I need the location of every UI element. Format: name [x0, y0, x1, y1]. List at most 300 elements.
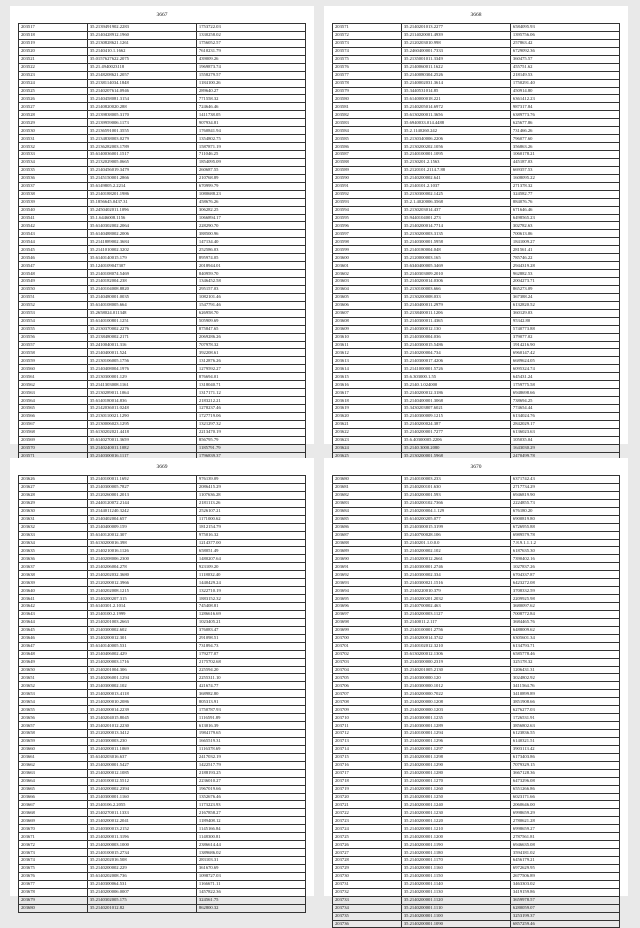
amount-cell: 368982.80	[196, 690, 305, 698]
table-row	[19, 325, 306, 333]
code-cell: 35.2140200001.1120	[401, 896, 510, 904]
code-cell: 35.2140300001.2746	[401, 563, 510, 571]
amount-cell: 3684465.76	[510, 618, 619, 626]
table-row	[19, 357, 306, 365]
code-cell: 35.2140408004.1976	[87, 365, 196, 373]
table-row	[19, 285, 306, 293]
page-number: 3668	[470, 12, 482, 18]
table-row	[333, 206, 620, 214]
code-cell: 35.2140300001.1289	[401, 722, 510, 730]
amount-cell: 862800.32	[196, 904, 305, 912]
code-cell: 35.2140303009.2010	[401, 270, 510, 278]
row-id-cell: 203726	[333, 841, 402, 849]
code-cell: 35.2410040011.316	[87, 341, 196, 349]
code-cell: 35.2140200014.0306	[401, 278, 510, 286]
code-cell: 35.2120200012.3966	[87, 579, 196, 587]
code-cell: 35.2140201012.82	[87, 904, 196, 912]
amount-cell: 218149.53	[510, 71, 619, 79]
code-cell: 35.2140300015.5486	[401, 341, 510, 349]
table-row	[19, 309, 306, 317]
amount-cell: 669357.53	[510, 166, 619, 174]
table-row	[333, 198, 620, 206]
amount-cell: 6276277.03	[510, 706, 619, 714]
table-row	[333, 254, 620, 262]
code-cell: 35.2140402004.657	[87, 515, 196, 523]
amount-cell: 1330258.02	[196, 31, 305, 39]
row-id-cell: 203655	[19, 706, 88, 714]
amount-cell: 6946819.90	[510, 491, 619, 499]
table-row	[19, 412, 306, 420]
table-row	[19, 143, 306, 151]
row-id-cell: 203614	[333, 365, 402, 373]
code-cell: 35.2140300002.602	[87, 626, 196, 634]
table-row	[19, 381, 306, 389]
code-cell: 35.2138114034.1848	[87, 79, 196, 87]
table-row	[333, 666, 620, 674]
amount-cell: 907934.81	[196, 119, 305, 127]
table-row	[19, 246, 306, 254]
code-cell: 35.2140428912.1960	[87, 31, 196, 39]
amount-cell: 3410899.89	[510, 690, 619, 698]
row-id-cell: 203532	[19, 143, 88, 151]
code-cell: 35.6140203016.637	[87, 753, 196, 761]
row-id-cell: 203543	[19, 230, 88, 238]
amount-cell: 3851908.66	[510, 698, 619, 706]
code-cell: 35.2140200011.3196	[87, 833, 196, 841]
row-id-cell: 203711	[333, 722, 402, 730]
amount-cell: 6140321.51	[510, 737, 619, 745]
amount-cell: 1322710.19	[196, 587, 305, 595]
table-row	[19, 238, 306, 246]
code-cell: 35.2140700002.463	[401, 603, 510, 611]
amount-cell: 6948698.66	[510, 389, 619, 397]
amount-cell: 3708332.59	[510, 587, 619, 595]
row-id-cell: 203529	[19, 119, 88, 127]
row-id-cell: 203667	[19, 801, 88, 809]
amount-cell: 2060646.00	[510, 801, 619, 809]
code-cell: 35.2140200000.1203	[401, 706, 510, 714]
amount-cell: 360129.03	[510, 309, 619, 317]
row-id-cell: 203518	[19, 31, 88, 39]
table-row	[19, 71, 306, 79]
amount-cell: 7390402.16	[510, 555, 619, 563]
row-id-cell: 203520	[19, 47, 88, 55]
row-id-cell: 203653	[19, 690, 88, 698]
row-id-cell: 203536	[19, 174, 88, 182]
code-cell: 35.2140400009.159	[87, 523, 196, 531]
row-id-cell: 203609	[333, 325, 402, 333]
row-id-cell: 203693	[333, 579, 402, 587]
code-cell: 35.2140300012.130	[401, 325, 510, 333]
amount-cell: 6473296.08	[510, 777, 619, 785]
table-row	[19, 103, 306, 111]
table-row	[19, 254, 306, 262]
amount-cell: 1587871.19	[196, 143, 305, 151]
table-row	[19, 888, 306, 896]
code-cell: 35.2140200003.1000	[87, 841, 196, 849]
code-cell: 35.2140200001.1210	[401, 825, 510, 833]
table-row	[19, 634, 306, 642]
row-id-cell: 203657	[19, 722, 88, 730]
table-row	[333, 278, 620, 286]
amount-cell: 3411564.76	[510, 682, 619, 690]
code-cell: 35.2140.1.024000	[401, 381, 510, 389]
row-id-cell: 203582	[333, 111, 402, 119]
table-row	[19, 880, 306, 888]
row-id-cell: 203683	[333, 499, 402, 507]
row-id-cell: 203685	[333, 515, 402, 523]
row-id-cell: 203612	[333, 349, 402, 357]
row-id-cell: 203671	[19, 833, 88, 841]
table-row	[19, 603, 306, 611]
row-id-cell: 203710	[333, 714, 402, 722]
data-table	[18, 475, 306, 913]
amount-cell: 2470499.78	[510, 452, 619, 460]
amount-cell: 1480207.64	[196, 555, 305, 563]
table-row	[333, 595, 620, 603]
row-id-cell: 203597	[333, 230, 402, 238]
amount-cell: 923109.20	[196, 563, 305, 571]
table-row	[19, 618, 306, 626]
data-table	[18, 23, 306, 461]
amount-cell: 1389686.02	[196, 849, 305, 857]
table-row	[19, 444, 306, 452]
table-row	[333, 397, 620, 405]
table-row	[333, 174, 620, 182]
amount-cell: 324582.77	[510, 190, 619, 198]
row-id-cell: 203724	[333, 825, 402, 833]
code-cell: 35.2140700028.106	[401, 531, 510, 539]
code-cell: 35.2140200001.1150	[401, 872, 510, 880]
amount-cell: 6989579.78	[510, 531, 619, 539]
table-row	[19, 642, 306, 650]
table-row	[333, 135, 620, 143]
code-cell: 35.2.1140260.242	[401, 127, 510, 135]
amount-cell: 6584095.93	[510, 24, 619, 32]
row-id-cell: 203629	[19, 499, 88, 507]
row-id-cell: 203530	[19, 127, 88, 135]
table-row	[333, 436, 620, 444]
amount-cell: 1411738.05	[196, 111, 305, 119]
amount-cell: 1312876.26	[196, 357, 305, 365]
code-cell: 35.2140200001.1250	[401, 793, 510, 801]
row-id-cell: 203645	[19, 626, 88, 634]
amount-cell: 281561.41	[510, 246, 619, 254]
row-id-cell: 203713	[333, 737, 402, 745]
row-id-cell: 203583	[333, 119, 402, 127]
amount-cell: 731894.73	[196, 642, 305, 650]
row-id-cell: 203587	[333, 151, 402, 159]
row-id-cell: 203697	[333, 610, 402, 618]
code-cell: 35.2140100001.2756	[401, 626, 510, 634]
row-id-cell: 203557	[19, 341, 88, 349]
table-row	[19, 817, 306, 825]
table-row	[333, 690, 620, 698]
amount-cell: 6173403.86	[510, 753, 619, 761]
row-id-cell: 203688	[333, 539, 402, 547]
code-cell: 35.2120260001.2013	[87, 491, 196, 499]
amount-cell: 875847.65	[196, 325, 305, 333]
code-cell: 35.6.40300005.2206	[401, 436, 510, 444]
row-id-cell: 203712	[333, 730, 402, 738]
amount-cell: 302782.63	[510, 222, 619, 230]
code-cell: 35.2140300000.2319	[401, 658, 510, 666]
table-row	[19, 896, 306, 904]
amount-cell: 1185791.79	[196, 444, 305, 452]
table-row	[19, 666, 306, 674]
amount-cell: 1750291.40	[510, 79, 619, 87]
table-row	[333, 389, 620, 397]
code-cell: 35.2120203010.998	[401, 39, 510, 47]
table-row	[333, 230, 620, 238]
code-cell: 35.6340400005.3469	[401, 262, 510, 270]
code-cell: 35.2140300013.2152	[87, 825, 196, 833]
code-cell: 35.2140100.2.1999	[87, 610, 196, 618]
row-id-cell: 203616	[333, 381, 402, 389]
table-row	[333, 238, 620, 246]
table-row	[333, 753, 620, 761]
row-id-cell: 203525	[19, 87, 88, 95]
code-cell: 35.2140200102.7366	[401, 499, 510, 507]
code-cell: 35.6140108005.664	[87, 301, 196, 309]
row-id-cell: 203717	[333, 769, 402, 777]
amount-cell: 260687.55	[196, 166, 305, 174]
row-id-cell: 203686	[333, 523, 402, 531]
code-cell: 35.2140300001.1160	[87, 793, 196, 801]
row-id-cell: 203700	[333, 634, 402, 642]
code-cell: 35.2140104008.8820	[87, 285, 196, 293]
row-id-cell: 203527	[19, 103, 88, 111]
page-number: 3667	[156, 12, 168, 18]
amount-cell: 2167858.27	[196, 809, 305, 817]
row-id-cell: 203720	[333, 793, 402, 801]
code-cell: 35.2140200002.2394	[87, 785, 196, 793]
amount-cell: 6123836.55	[510, 730, 619, 738]
amount-cell: 2842029.17	[510, 420, 619, 428]
code-cell: 35.2140300015.3199	[401, 523, 510, 531]
code-cell: 35.2140300017.4206	[401, 357, 510, 365]
row-id-cell: 203533	[19, 151, 88, 159]
amount-cell: 3903113.42	[510, 745, 619, 753]
row-id-cell: 203539	[19, 198, 88, 206]
table-row	[333, 634, 620, 642]
amount-cell: 1608095.22	[510, 174, 619, 182]
table-row	[333, 444, 620, 452]
table-row	[19, 555, 306, 563]
amount-cell: 2236010.27	[196, 777, 305, 785]
table-row	[19, 47, 306, 55]
amount-cell: 975016.32	[196, 531, 305, 539]
code-cell: 35.2140201012.2230	[87, 722, 196, 730]
code-cell: 35.2140300011.4365	[401, 317, 510, 325]
row-id-cell: 203666	[19, 793, 88, 801]
table-row	[333, 158, 620, 166]
amount-cell: 210768.89	[196, 174, 305, 182]
code-cell: 35.2140200207.315	[87, 595, 196, 603]
amount-cell: 6456179.21	[510, 857, 619, 865]
table-row	[19, 515, 306, 523]
table-row	[333, 714, 620, 722]
amount-cell: 1440429.24	[196, 579, 305, 587]
code-cell: 35.2140200201.2032	[401, 595, 510, 603]
code-cell: 35.2138400011.1206	[401, 309, 510, 317]
amount-cell: 2069286.26	[196, 333, 305, 341]
code-cell: 35.2140200001.1296	[401, 737, 510, 745]
table-row	[333, 87, 620, 95]
amount-cell: 1812154.79	[196, 523, 305, 531]
amount-cell: 658051.49	[196, 547, 305, 555]
row-id-cell: 203638	[19, 571, 88, 579]
amount-cell: 2213470.19	[196, 428, 305, 436]
table-row	[333, 309, 620, 317]
row-id-cell: 203698	[333, 618, 402, 626]
amount-cell: 1173223.93	[196, 801, 305, 809]
row-id-cell: 203574	[333, 47, 402, 55]
table-row	[19, 730, 306, 738]
row-id-cell: 203634	[19, 539, 88, 547]
table-row	[19, 405, 306, 413]
row-id-cell: 203648	[19, 650, 88, 658]
code-cell: 35.2130100003.666	[401, 285, 510, 293]
row-id-cell: 203732	[333, 888, 402, 896]
amount-cell: 6136023.63	[510, 428, 619, 436]
row-id-cell: 203691	[333, 563, 402, 571]
table-row	[333, 817, 620, 825]
amount-cell: 2183212.21	[196, 397, 305, 405]
amount-cell: 987317.84	[510, 103, 619, 111]
code-cell: 35.2140200001.1280	[401, 769, 510, 777]
row-id-cell: 203538	[19, 190, 88, 198]
table-row	[333, 618, 620, 626]
table-row	[333, 610, 620, 618]
code-cell: 35.2140200014.2239	[87, 706, 196, 714]
amount-cell: 6998659.29	[510, 809, 619, 817]
row-id-cell: 203707	[333, 690, 402, 698]
table-row	[19, 63, 306, 71]
amount-cell: 1726531.91	[510, 714, 619, 722]
amount-cell: 6280059.07	[510, 904, 619, 912]
code-cell: 35.2.1.4020006.3568	[401, 198, 510, 206]
table-row	[333, 531, 620, 539]
row-id-cell: 203591	[333, 182, 402, 190]
table-row	[19, 745, 306, 753]
row-id-cell: 203715	[333, 753, 402, 761]
row-id-cell: 203620	[333, 412, 402, 420]
table-row	[19, 610, 306, 618]
row-id-cell: 203552	[19, 301, 88, 309]
code-cell: 35.2140100001.1294	[401, 730, 510, 738]
row-id-cell: 203694	[333, 587, 402, 595]
amount-cell: 1080688.23	[196, 190, 305, 198]
amount-cell: 6305601.34	[510, 634, 619, 642]
row-id-cell: 203603	[333, 278, 402, 286]
amount-cell: 2004273.71	[510, 278, 619, 286]
table-row	[333, 920, 620, 928]
code-cell: 35.6140140005.531	[87, 642, 196, 650]
code-cell: 35.2140300016.1117	[87, 452, 196, 460]
amount-cell: 3680097.62	[510, 603, 619, 611]
row-id-cell: 203677	[19, 880, 88, 888]
amount-cell: 6423272.08	[510, 579, 619, 587]
amount-cell: 1750787.93	[196, 706, 305, 714]
table-row	[333, 39, 620, 47]
code-cell: 35.1856645.0437.31	[87, 198, 196, 206]
table-row	[19, 79, 306, 87]
row-id-cell: 203571	[19, 452, 88, 460]
row-id-cell: 203719	[333, 785, 402, 793]
page-sheet	[324, 458, 628, 926]
row-id-cell: 203606	[333, 301, 402, 309]
row-id-cell: 203519	[19, 39, 88, 47]
code-cell: 35.2132029005.0665	[87, 158, 196, 166]
amount-cell: 2018944.01	[196, 262, 305, 270]
amount-cell: 505909.69	[196, 317, 305, 325]
code-cell: 35.2140201.1.0.0.0	[401, 539, 510, 547]
table-row	[19, 55, 306, 63]
amount-cell: 6132820.52	[510, 301, 619, 309]
table-row	[333, 333, 620, 341]
row-id-cell: 203640	[19, 587, 88, 595]
amount-cell: 1395756.06	[510, 31, 619, 39]
code-cell: 35.2140200000.7022	[401, 690, 510, 698]
table-body	[19, 24, 306, 461]
table-row	[333, 579, 620, 587]
amount-cell: 6704337.87	[510, 571, 619, 579]
amount-cell: 796077.60	[510, 135, 619, 143]
table-row	[333, 523, 620, 531]
code-cell: 35.2140300021.1516	[401, 579, 510, 587]
code-cell: 35.2140200002.641	[401, 174, 510, 182]
code-cell: 35.2140200003.1716	[87, 658, 196, 666]
code-cell: 35.2140200001.1180	[401, 849, 510, 857]
code-cell: 35.2130006023.1295	[87, 420, 196, 428]
table-row	[333, 341, 620, 349]
row-id-cell: 203673	[19, 849, 88, 857]
amount-cell: 306282.25	[196, 206, 305, 214]
table-row	[19, 373, 306, 381]
code-cell: 35.2139491902.2283	[87, 24, 196, 32]
page-sheet	[10, 6, 314, 459]
code-cell: 35.2140080304.2526	[401, 71, 510, 79]
row-id-cell: 203602	[333, 270, 402, 278]
table-row	[19, 111, 306, 119]
table-row	[333, 301, 620, 309]
amount-cell: 147134.40	[196, 238, 305, 246]
amount-cell: 774654.44	[510, 405, 619, 413]
row-id-cell: 203690	[333, 555, 402, 563]
code-cell: 35.2130300002.1425	[401, 190, 510, 198]
code-cell: 35.2140200001.1298	[401, 753, 510, 761]
table-row	[333, 47, 620, 55]
row-id-cell: 203611	[333, 341, 402, 349]
row-id-cell: 203718	[333, 777, 402, 785]
table-row	[19, 174, 306, 182]
row-id-cell: 203622	[333, 428, 402, 436]
row-id-cell: 203654	[19, 698, 88, 706]
table-row	[333, 420, 620, 428]
row-id-cell: 203555	[19, 325, 88, 333]
code-cell: 35.6140301.2.1014	[87, 603, 196, 611]
code-cell: 35.2140820020.288	[87, 103, 196, 111]
row-id-cell: 203674	[19, 857, 88, 865]
amount-cell: 2181113.26	[196, 499, 305, 507]
row-id-cell: 203528	[19, 111, 88, 119]
amount-cell: 2944319.28	[510, 262, 619, 270]
table-row	[19, 301, 306, 309]
row-id-cell: 203646	[19, 634, 88, 642]
code-cell: 35.2130340006.2206	[401, 135, 510, 143]
amount-cell: 6551266.86	[510, 785, 619, 793]
